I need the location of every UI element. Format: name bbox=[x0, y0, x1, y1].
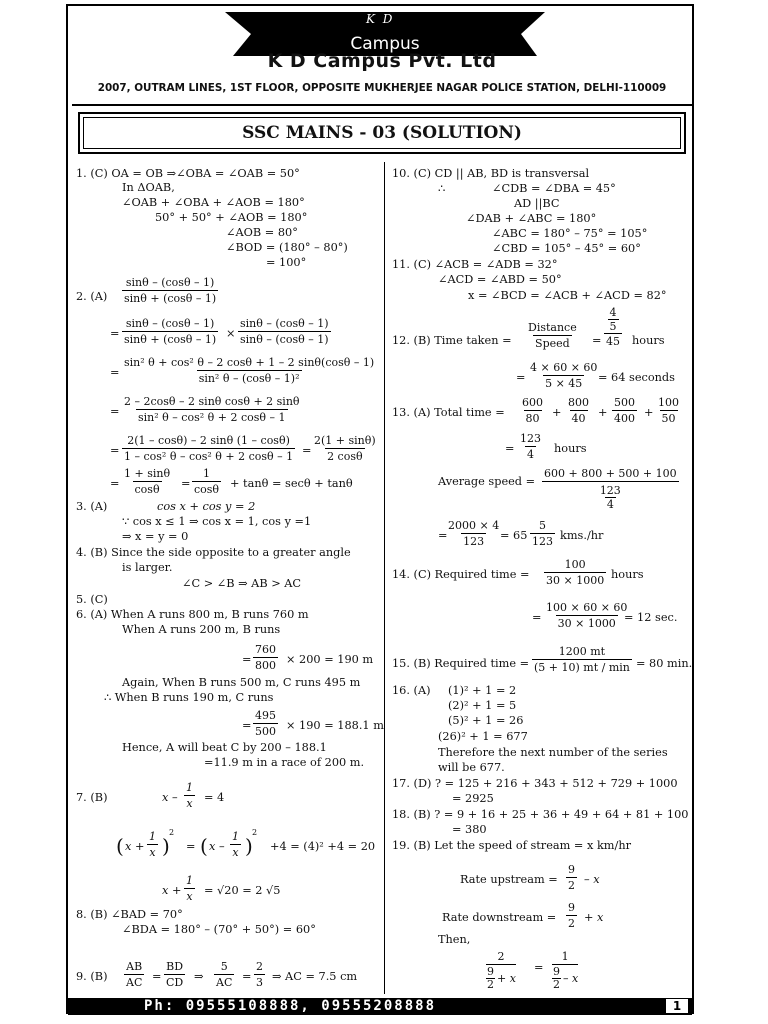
q6-line: Hence, A will beat C by 200 – 188.1 bbox=[122, 741, 327, 754]
company-address: 2007, OUTRAM LINES, 1ST FLOOR, OPPOSITE MUKHERJEE NAGAR POLICE STATION, DELHI-110009 bbox=[97, 82, 667, 94]
q9-result: ⇒ AC = 7.5 cm bbox=[272, 970, 358, 983]
q1-line: 50° + 50° + ∠AOB = 180° bbox=[155, 211, 308, 224]
q2-result: + tanθ = secθ + tanθ bbox=[230, 477, 353, 490]
q7-fraction: 1 x bbox=[149, 830, 156, 859]
q12-fraction bbox=[604, 306, 622, 348]
q13-avg-label: Average speed = bbox=[438, 475, 536, 488]
q13-eq: = bbox=[438, 529, 448, 542]
logo-script: K D bbox=[366, 12, 395, 26]
q9-eq: = bbox=[242, 970, 252, 983]
q14-result: = 12 sec. bbox=[624, 611, 678, 624]
q13-fraction: 100 50 bbox=[658, 396, 679, 425]
q2-fraction: sinθ – (cosθ – 1) sinθ + (cosθ – 1) bbox=[124, 276, 217, 305]
q6-eq: = bbox=[242, 719, 252, 732]
q7-label: 7. (B) bbox=[76, 791, 108, 804]
q7-expr: x + bbox=[125, 840, 145, 853]
q14-fraction: 100 × 60 × 60 30 × 1000 bbox=[546, 601, 628, 630]
q13-fraction: 600 80 bbox=[522, 396, 543, 425]
q7-expr: x – bbox=[209, 840, 225, 853]
q16-line: (2)² + 1 = 5 bbox=[448, 699, 517, 712]
q8-line: 8. (B) ∠BAD = 70° bbox=[76, 908, 183, 921]
q16-line: will be 677. bbox=[438, 761, 505, 774]
q16-line: (26)² + 1 = 677 bbox=[438, 730, 528, 743]
page-title: SSC MAINS - 03 (SOLUTION) bbox=[83, 117, 681, 149]
company-name: K D Campus Pvt. Ltd bbox=[267, 50, 497, 72]
q8-line: ∠BDA = 180° – (70° + 50°) = 60° bbox=[122, 923, 316, 936]
q7-expr: 2 bbox=[252, 828, 258, 837]
q6-fraction: 760 800 bbox=[255, 643, 276, 672]
footer-phones: Ph: 09555108888, 09555208888 bbox=[144, 998, 437, 1014]
q1-line: ∠BOD = (180° – 80°) bbox=[226, 241, 348, 254]
column-divider bbox=[384, 162, 385, 994]
q19-final-rhs bbox=[552, 951, 578, 991]
q19-expr: – x bbox=[584, 873, 600, 886]
q10-line: ∠ABC = 180° – 75° = 105° bbox=[492, 227, 648, 240]
q17-line: 17. (D) ? = 125 + 216 + 343 + 512 + 729 + 1000 bbox=[392, 777, 678, 790]
q2-eq: = bbox=[110, 366, 120, 379]
q6-fraction: 495 500 bbox=[255, 709, 276, 738]
footer-phone-bar bbox=[68, 998, 692, 1015]
q2-fraction: 1 cosθ bbox=[194, 467, 220, 496]
q6-line: Again, When B runs 500 m, C runs 495 m bbox=[122, 676, 361, 689]
q4-line: ∠C > ∠B ⇒ AB > AC bbox=[182, 577, 302, 590]
q2-fraction: 1 + sinθ cosθ bbox=[124, 467, 171, 496]
q19-final-lhs bbox=[486, 951, 516, 991]
q10-line: ∠CDB = ∠DBA = 45° bbox=[492, 182, 616, 195]
q2-times: × bbox=[226, 327, 236, 340]
q9-eq: = bbox=[152, 970, 162, 983]
q12-result: = 64 seconds bbox=[598, 371, 675, 384]
header-rule bbox=[72, 104, 692, 106]
q12-eq: = bbox=[592, 334, 602, 347]
q19-fraction: 9 2 bbox=[568, 901, 575, 930]
q6-result: × 200 = 190 m bbox=[286, 653, 374, 666]
q7-expr: = 4 bbox=[204, 791, 225, 804]
q10-line: ∠DAB + ∠ABC = 180° bbox=[466, 212, 597, 225]
q19-rhs-den-tail: – x bbox=[563, 971, 579, 985]
q13-fraction: 5 123 bbox=[532, 519, 553, 548]
q1-line: ∠AOB = 80° bbox=[226, 226, 298, 239]
q19-expr: + x bbox=[584, 911, 604, 924]
q14-unit: hours bbox=[611, 568, 644, 581]
q12-eq: = bbox=[516, 371, 526, 384]
q18-line: 18. (B) ? = 9 + 16 + 25 + 36 + 49 + 64 + 81 + 100 bbox=[392, 808, 689, 821]
q6-line: When A runs 200 m, B runs bbox=[122, 623, 281, 636]
q19-line: 19. (B) Let the speed of stream = x km/hr bbox=[392, 839, 631, 852]
q3-line: cos x + cos y = 2 bbox=[157, 500, 256, 513]
q7-expr: = bbox=[186, 840, 196, 853]
q12-den: 45 bbox=[606, 335, 620, 348]
q19-lhs-den-num: 9 bbox=[487, 965, 494, 978]
q12-num-bottom: 5 bbox=[609, 320, 617, 333]
q9-fraction: 2 3 bbox=[256, 960, 263, 989]
q13-plus: + bbox=[644, 406, 654, 419]
q13-fraction: 500 400 bbox=[614, 396, 635, 425]
q19-lhs-den-tail: + x bbox=[497, 971, 516, 985]
q3-line: 3. (A) bbox=[76, 500, 108, 513]
q2-eq: = bbox=[110, 477, 120, 490]
q9-fraction: BD CD bbox=[166, 960, 184, 989]
q4-line: is larger. bbox=[122, 561, 173, 574]
q9-fraction: 5 AC bbox=[216, 960, 233, 989]
q9-implies: ⇒ bbox=[194, 970, 204, 983]
q12-fraction: Distance Speed bbox=[528, 321, 577, 350]
q2-eq: = bbox=[110, 444, 120, 457]
q4-line: 4. (B) Since the side opposite to a greater angle bbox=[76, 546, 351, 559]
q11-line: x = ∠BCD = ∠ACB + ∠ACD = 82° bbox=[468, 289, 667, 302]
q7-expr: +4 = (4)² +4 = 20 bbox=[270, 840, 376, 853]
q6-line: =11.9 m in a race of 200 m. bbox=[204, 756, 365, 769]
q2-fraction: 2(1 – cosθ) – 2 sinθ (1 – cosθ) 1 – cos² θ – cos² θ + 2 cosθ – 1 bbox=[124, 434, 294, 463]
q19-downstream-label: Rate downstream = bbox=[442, 911, 557, 924]
q7-expr: x – bbox=[162, 791, 178, 804]
q18-line: = 380 bbox=[452, 823, 487, 836]
q9-label: 9. (B) bbox=[76, 970, 108, 983]
q1-line: 1. (C) OA = OB ⇒∠OBA = ∠OAB = 50° bbox=[76, 167, 300, 180]
q13-plus: + bbox=[598, 406, 608, 419]
q11-line: ∠ACD = ∠ABD = 50° bbox=[438, 273, 562, 286]
q7-expr: ( bbox=[116, 834, 124, 858]
q2-fraction: sinθ – (cosθ – 1) sinθ + (cosθ – 1) bbox=[124, 317, 217, 346]
q13-fraction: 2000 × 4 123 bbox=[448, 519, 500, 548]
q10-line: 10. (C) CD || AB, BD is transversal bbox=[392, 167, 590, 180]
q13-fraction: 123 4 bbox=[520, 432, 541, 461]
q7-expr: = √20 = 2 √5 bbox=[204, 884, 281, 897]
q13-avg-den-bottom: 4 bbox=[606, 498, 614, 511]
q15-result: = 80 min. bbox=[636, 657, 693, 670]
q16-line: (5)² + 1 = 26 bbox=[448, 714, 524, 727]
q6-line: 6. (A) When A runs 800 m, B runs 760 m bbox=[76, 608, 309, 621]
q1-line: In ΔOAB, bbox=[122, 181, 175, 194]
q14-eq: = bbox=[532, 611, 542, 624]
q10-line: ∠CBD = 105° – 45° = 60° bbox=[492, 242, 641, 255]
q2-fraction: 2 – 2cosθ – 2 sinθ cosθ + 2 sinθ sin² θ – cos² θ + 2 cosθ – 1 bbox=[124, 395, 300, 424]
q6-eq: = bbox=[242, 653, 252, 666]
q10-line: ∴ bbox=[438, 182, 446, 195]
q3-line: ⇒ x = y = 0 bbox=[122, 530, 189, 543]
q19-upstream-label: Rate upstream = bbox=[460, 873, 558, 886]
q3-line: ∵ cos x ≤ 1 ⇒ cos x = 1, cos y =1 bbox=[122, 515, 312, 528]
q2-eq: = bbox=[110, 327, 120, 340]
q13-avg-fraction bbox=[542, 467, 679, 511]
q16-line: (1)² + 1 = 2 bbox=[448, 684, 517, 697]
q15-label: 15. (B) Required time = bbox=[392, 657, 530, 670]
q7-fraction: 1 x bbox=[232, 830, 239, 859]
q2-fraction: 2(1 + sinθ) 2 cosθ bbox=[314, 434, 376, 463]
q7-fraction: 1 x bbox=[186, 781, 193, 810]
q7-fraction: 1 x bbox=[186, 874, 193, 903]
q1-line: = 100° bbox=[266, 256, 307, 269]
q14-fraction: 100 30 × 1000 bbox=[546, 558, 605, 587]
q7-expr: ( bbox=[200, 834, 208, 858]
q10-line: AD ||BC bbox=[514, 197, 560, 210]
q7-expr: x + bbox=[162, 884, 182, 897]
q13-avg-num: 600 + 800 + 500 + 100 bbox=[544, 467, 677, 480]
banner-word: Campus bbox=[350, 34, 420, 54]
q7-expr: 2 bbox=[169, 828, 175, 837]
q2-eq: = bbox=[110, 405, 120, 418]
q19-rhs-den-den: 2 bbox=[553, 978, 560, 991]
q2-eq: = bbox=[302, 444, 312, 457]
q16-line: 16. (A) bbox=[392, 684, 431, 697]
q5-line: 5. (C) bbox=[76, 593, 108, 606]
q1-line: ∠OAB + ∠OBA + ∠AOB = 180° bbox=[122, 196, 305, 209]
q13-unit: hours bbox=[554, 442, 587, 455]
q2-fraction: sinθ – (cosθ – 1) sinθ – (cosθ – 1) bbox=[240, 317, 329, 346]
q12-fraction: 4 × 60 × 60 5 × 45 bbox=[530, 361, 598, 390]
q12-num-top: 4 bbox=[609, 306, 617, 319]
q7-expr: ) bbox=[162, 834, 170, 858]
q2-eq: = bbox=[181, 477, 191, 490]
q17-line: = 2925 bbox=[452, 792, 494, 805]
q19-then: Then, bbox=[438, 933, 471, 946]
q19-eq: = bbox=[534, 961, 544, 974]
q12-label: 12. (B) Time taken = bbox=[392, 334, 512, 347]
q13-avg-den-top: 123 bbox=[599, 484, 621, 497]
q11-line: 11. (C) ∠ACB = ∠ADB = 32° bbox=[392, 258, 558, 271]
q19-fraction: 9 2 bbox=[568, 863, 575, 892]
q12-unit: hours bbox=[632, 334, 665, 347]
q19-final-lhs-num: 2 bbox=[497, 950, 505, 963]
q14-label: 14. (C) Required time = bbox=[392, 568, 530, 581]
q13-fraction: 800 40 bbox=[568, 396, 589, 425]
q2-fraction: sin² θ + cos² θ – 2 cosθ + 1 – 2 sinθ(cosθ – 1) sin² θ – (cosθ – 1)² bbox=[124, 356, 375, 385]
q15-fraction: 1200 mt (5 + 10) mt / min bbox=[534, 645, 630, 674]
q16-line: Therefore the next number of the series bbox=[438, 746, 668, 759]
q13-plus: + bbox=[552, 406, 562, 419]
q6-result: × 190 = 188.1 m bbox=[286, 719, 384, 732]
q7-expr: ) bbox=[245, 834, 253, 858]
q13-result: = 65 bbox=[500, 529, 528, 542]
q19-rhs-den-num: 9 bbox=[553, 965, 560, 978]
q6-line: ∴ When B runs 190 m, C runs bbox=[104, 691, 274, 704]
q2-label: 2. (A) bbox=[76, 290, 108, 303]
page-number: 1 bbox=[666, 999, 688, 1013]
q13-unit: kms./hr bbox=[560, 529, 604, 542]
q9-fraction: AB AC bbox=[126, 960, 143, 989]
q19-final-rhs-num: 1 bbox=[561, 950, 569, 963]
q13-eq: = bbox=[505, 442, 515, 455]
q19-lhs-den-den: 2 bbox=[487, 978, 494, 991]
q13-label: 13. (A) Total time = bbox=[392, 406, 505, 419]
title-box bbox=[78, 112, 686, 154]
